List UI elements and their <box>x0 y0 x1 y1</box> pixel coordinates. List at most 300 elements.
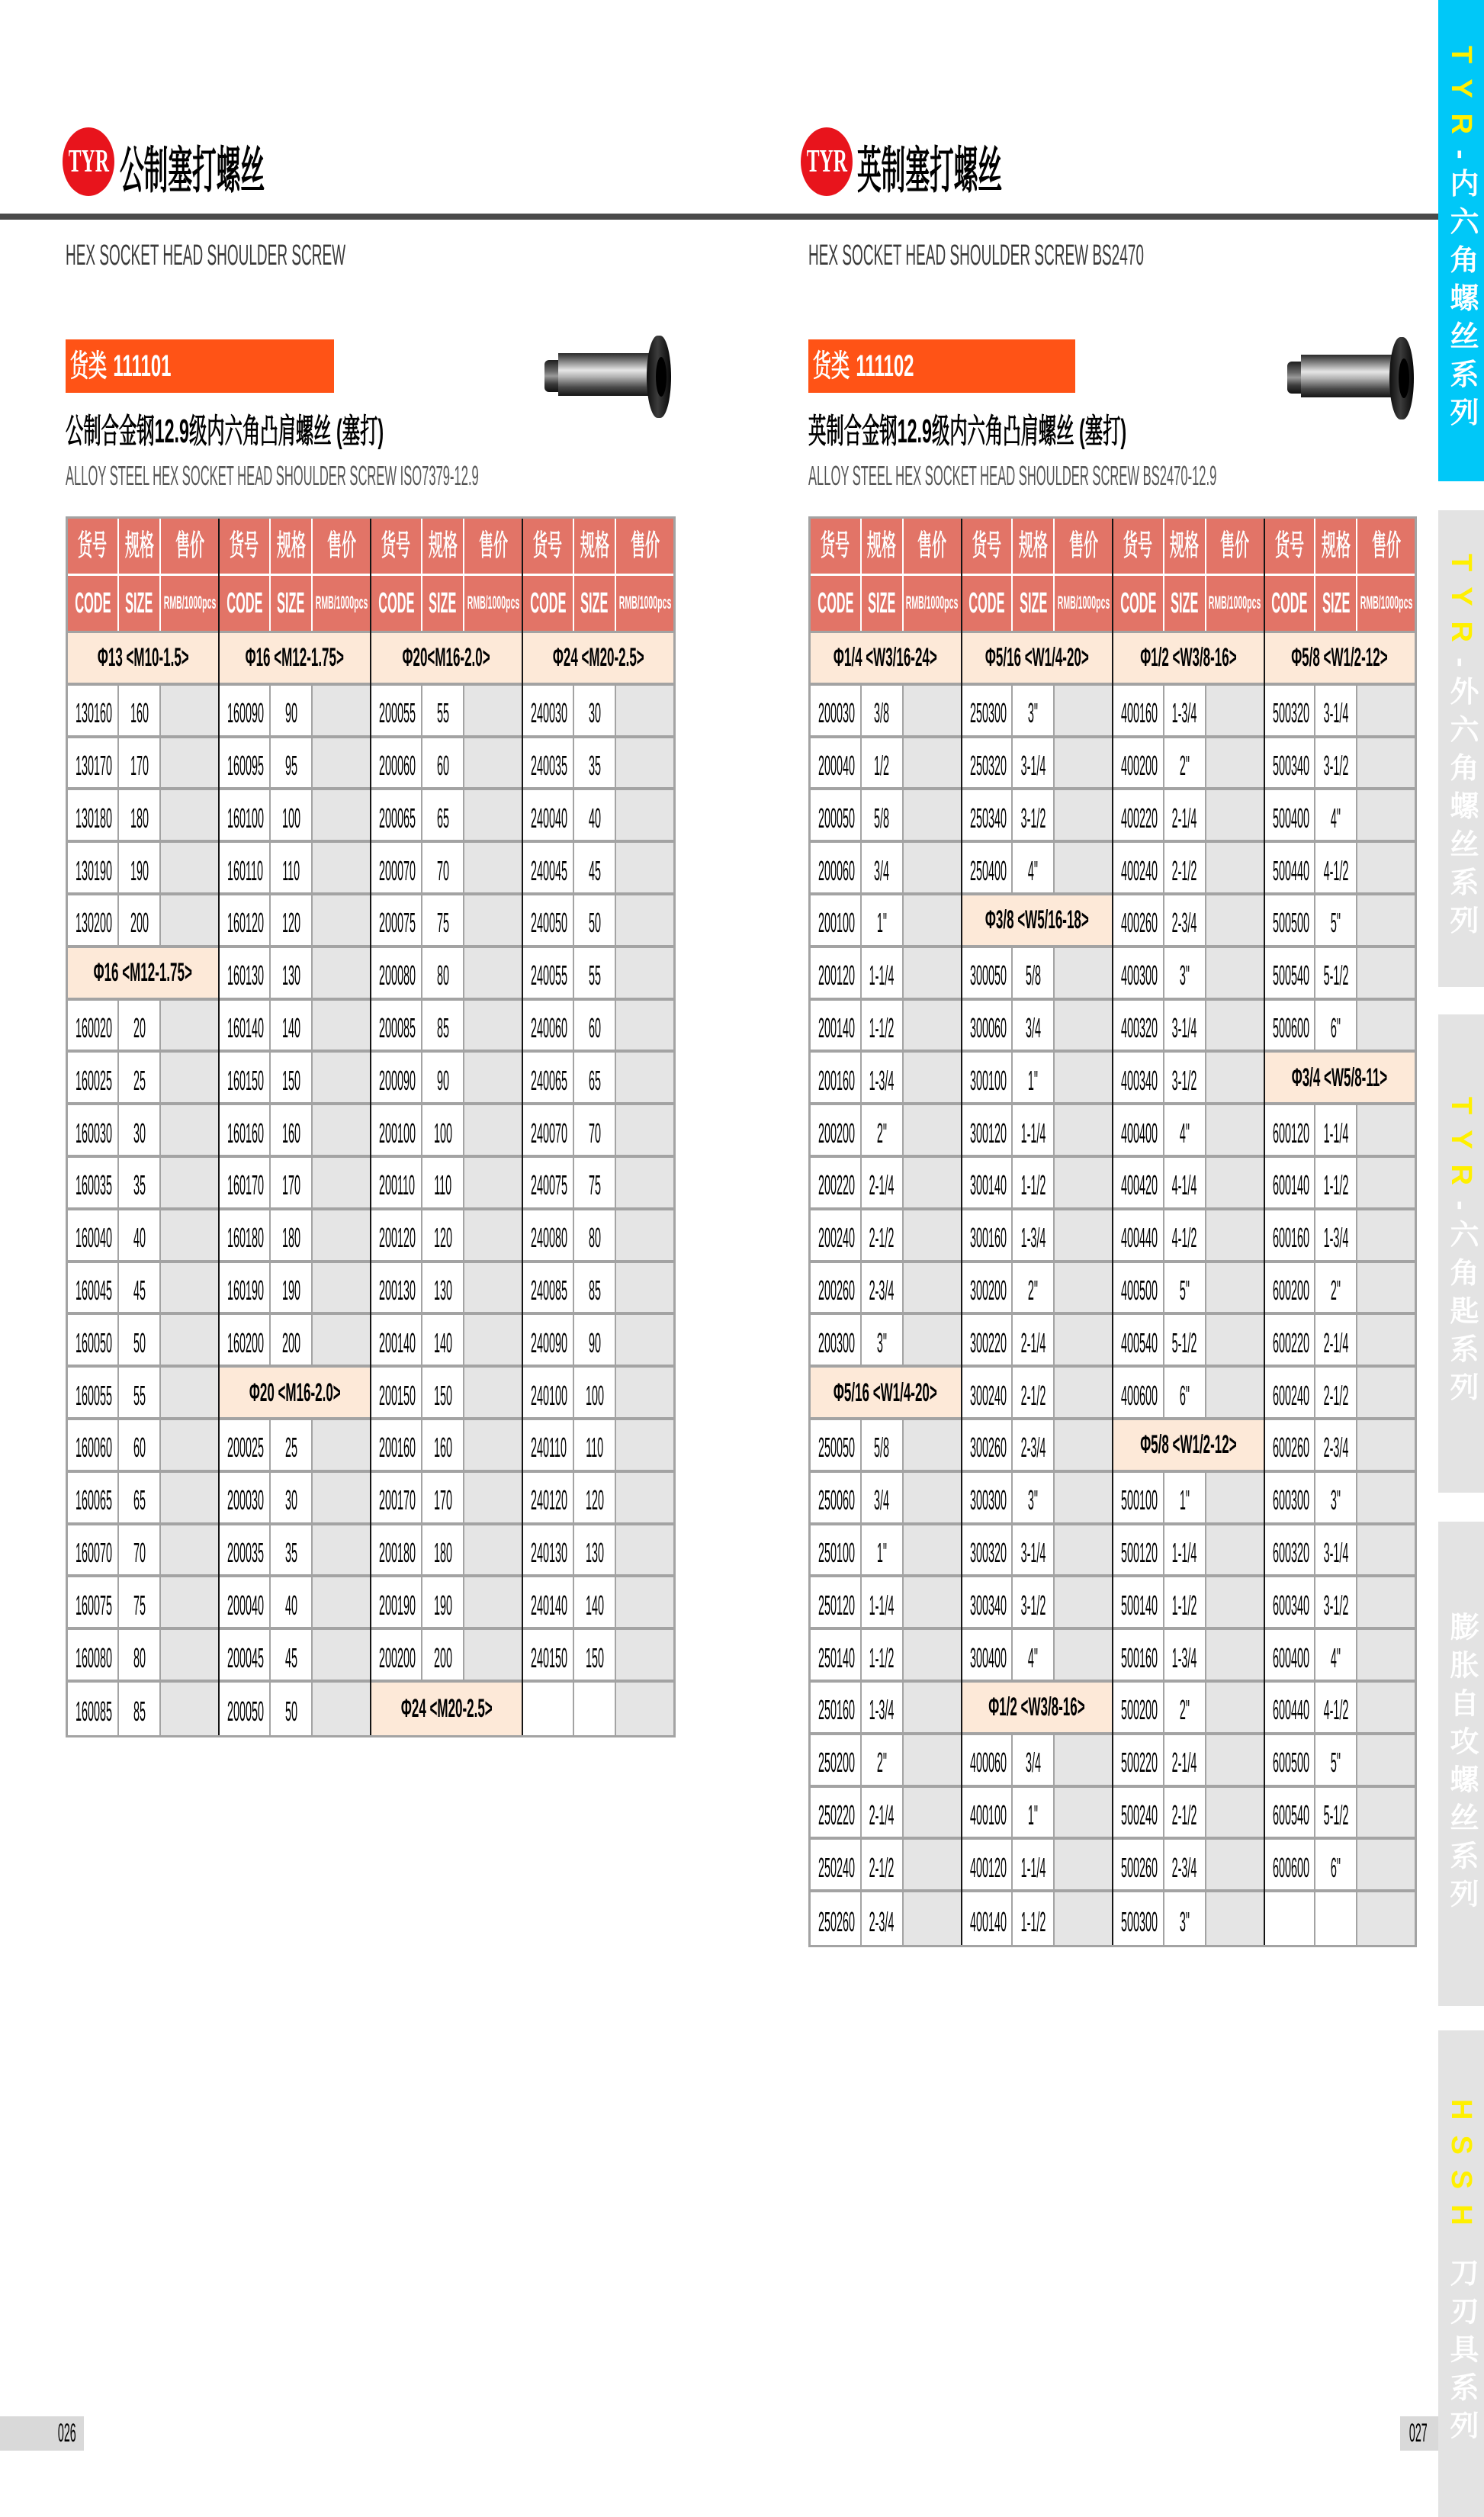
price-cell <box>904 1683 961 1732</box>
code-cell-text: 200040 <box>227 1589 265 1621</box>
code-cell-text: 250320 <box>969 749 1007 781</box>
size-cell <box>862 895 904 945</box>
size-cell <box>1164 1473 1206 1522</box>
code-cell-text: 600240 <box>1272 1379 1309 1411</box>
size-cell <box>271 1001 313 1050</box>
code-cell-text: 240055 <box>531 960 568 992</box>
logo-text: TYR <box>806 144 847 179</box>
price-cell <box>1206 1210 1264 1260</box>
price-cell <box>464 895 522 945</box>
code-cell <box>962 1630 1013 1680</box>
size-cell <box>119 1001 161 1050</box>
header-label: RMB/1000pcs <box>1057 593 1110 613</box>
price-cell <box>313 1315 370 1365</box>
code-cell <box>523 1315 574 1365</box>
table-row <box>811 790 961 843</box>
size-cell <box>1315 1840 1357 1889</box>
size-cell <box>862 1420 904 1470</box>
size-cell <box>574 1053 616 1102</box>
table-row <box>962 1788 1113 1840</box>
page-number <box>0 2416 84 2451</box>
code-cell <box>1265 1001 1316 1050</box>
table-row <box>1265 1473 1415 1525</box>
size-cell-text: 70 <box>588 1117 601 1149</box>
code-cell <box>523 1683 574 1735</box>
size-cell-text: 3" <box>1028 1484 1039 1516</box>
column-group <box>68 519 220 1735</box>
table-row <box>220 1105 370 1158</box>
code-cell-text: 160120 <box>227 907 265 939</box>
code-cell-text: 250240 <box>818 1851 856 1883</box>
size-cell-text: 3/8 <box>874 697 890 729</box>
code-cell <box>68 1263 119 1313</box>
table-row <box>523 1420 673 1473</box>
header-label: 售价 <box>917 530 947 562</box>
size-cell-text: 25 <box>284 1432 297 1464</box>
table-row <box>1113 1210 1264 1263</box>
code-cell <box>371 843 422 892</box>
tab-hex-head-screws[interactable] <box>1438 510 1484 987</box>
size-cell <box>1164 1735 1206 1785</box>
price-cell <box>1055 948 1112 998</box>
size-cell-text: 2" <box>1179 1694 1190 1726</box>
table-row <box>371 1525 522 1578</box>
code-cell-text: 300300 <box>969 1484 1007 1516</box>
price-cell <box>313 1158 370 1207</box>
table-row <box>962 1735 1113 1788</box>
size-cell-text: 65 <box>436 802 449 834</box>
size-cell <box>271 1210 313 1260</box>
code-cell <box>962 1105 1013 1155</box>
code-cell-text: 200130 <box>379 1274 416 1306</box>
code-cell <box>523 948 574 998</box>
size-cell-text: 130 <box>433 1274 452 1306</box>
table-row <box>962 738 1113 791</box>
table-row <box>68 1577 218 1630</box>
size-cell <box>574 686 616 735</box>
header-cell <box>161 576 218 631</box>
code-cell <box>523 1368 574 1417</box>
code-cell <box>371 1210 422 1260</box>
price-cell <box>313 1263 370 1313</box>
code-cell-text: 160160 <box>227 1117 265 1149</box>
price-cell <box>1357 948 1415 998</box>
table-row <box>962 1420 1113 1473</box>
code-cell-text: 240070 <box>531 1117 568 1149</box>
code-cell-text: 600260 <box>1272 1432 1309 1464</box>
code-cell-text: 600540 <box>1272 1799 1309 1831</box>
size-cell <box>1013 1577 1055 1627</box>
size-cell <box>271 843 313 892</box>
code-cell <box>1113 1001 1164 1050</box>
code-cell-text: 130170 <box>75 749 113 781</box>
size-cell-text: 85 <box>436 1011 449 1043</box>
page-number-text: 027 <box>1409 2419 1428 2448</box>
size-cell-text: 2" <box>876 1747 887 1779</box>
price-cell <box>1206 1892 1264 1945</box>
size-cell-text: 190 <box>130 854 149 886</box>
price-cell <box>1055 1735 1112 1785</box>
size-group-header <box>811 1368 961 1420</box>
code-cell <box>68 738 119 788</box>
size-cell <box>574 1105 616 1155</box>
table-row <box>811 1892 961 1945</box>
code-cell-text: 200050 <box>227 1696 265 1728</box>
price-cell <box>1206 686 1264 735</box>
header-row-en <box>962 576 1113 633</box>
code-cell-text: 240130 <box>531 1536 568 1568</box>
size-cell-text: 3" <box>1331 1484 1341 1516</box>
size-cell <box>1315 895 1357 945</box>
size-cell <box>1315 1577 1357 1627</box>
size-cell-text: 3/4 <box>874 1484 890 1516</box>
size-cell <box>1164 1577 1206 1627</box>
table-row <box>523 738 673 791</box>
size-group-header <box>1265 633 1415 686</box>
size-cell-text: 4" <box>1179 1117 1190 1149</box>
code-cell <box>220 948 271 998</box>
header-label: 售价 <box>326 530 356 562</box>
code-cell-text: 240110 <box>531 1432 567 1464</box>
size-cell-text: 5/8 <box>1025 960 1041 992</box>
code-cell <box>523 1420 574 1470</box>
code-cell-text: 400320 <box>1121 1011 1158 1043</box>
code-cell <box>1113 1158 1164 1207</box>
code-cell <box>1265 1263 1316 1313</box>
price-cell <box>904 948 961 998</box>
header-label: 货号 <box>381 530 411 562</box>
price-cell <box>616 1683 673 1735</box>
table-row <box>1113 1473 1264 1525</box>
code-cell-text: 500300 <box>1121 1905 1158 1937</box>
size-cell-text: 3-1/4 <box>1020 749 1046 781</box>
header-label: SIZE <box>1322 587 1350 619</box>
size-cell-text: 40 <box>284 1589 297 1621</box>
code-cell-text: 250260 <box>818 1905 856 1937</box>
header-cell <box>68 576 119 631</box>
header-cell <box>220 576 271 631</box>
price-cell <box>161 1210 218 1260</box>
header-cell <box>1113 519 1164 574</box>
code-cell-text: 160130 <box>227 960 265 992</box>
size-cell-text: 2-1/4 <box>869 1169 895 1201</box>
code-cell-text: 500440 <box>1272 854 1309 886</box>
price-cell <box>904 1735 961 1785</box>
size-cell <box>1164 1683 1206 1732</box>
price-cell <box>1055 1263 1112 1313</box>
header-row-en <box>811 576 961 633</box>
header-cell <box>119 519 161 574</box>
code-cell <box>68 1315 119 1365</box>
table-row <box>68 1525 218 1578</box>
code-cell <box>1113 1840 1164 1889</box>
header-label: SIZE <box>429 587 457 619</box>
size-group-header <box>371 1683 522 1735</box>
price-cell <box>1357 1788 1415 1837</box>
table-row <box>1265 1158 1415 1210</box>
size-cell <box>1013 790 1055 840</box>
size-cell-text: 160 <box>281 1117 300 1149</box>
code-cell-text: 200025 <box>227 1432 265 1464</box>
size-cell-text: 100 <box>433 1117 452 1149</box>
size-cell-text: 5-1/2 <box>1323 1799 1349 1831</box>
size-cell <box>574 738 616 788</box>
tab-self-tapping-screws[interactable] <box>1438 1522 1484 2006</box>
code-cell <box>1265 1105 1316 1155</box>
size-cell <box>1013 1735 1055 1785</box>
size-cell-text: 2-1/4 <box>1171 802 1197 834</box>
price-cell <box>1206 1840 1264 1889</box>
size-cell <box>271 1473 313 1522</box>
size-cell <box>422 1105 464 1155</box>
price-cell <box>161 1368 218 1417</box>
tab-cutting-tools[interactable] <box>1438 2030 1484 2517</box>
size-cell <box>862 948 904 998</box>
size-cell-text: 6" <box>1179 1379 1190 1411</box>
price-cell <box>904 1420 961 1470</box>
size-cell <box>1315 1158 1357 1207</box>
code-cell <box>1113 686 1164 735</box>
code-cell-text: 400220 <box>1121 802 1158 834</box>
code-cell-text: 160040 <box>75 1222 113 1254</box>
size-cell-text: 180 <box>281 1222 300 1254</box>
price-cell <box>161 1263 218 1313</box>
size-cell-text: 5" <box>1179 1274 1190 1306</box>
size-cell-text: 45 <box>133 1274 146 1306</box>
code-cell-text: 200060 <box>818 854 856 886</box>
header-label: 货号 <box>1123 530 1153 562</box>
size-cell-text: 170 <box>281 1169 300 1201</box>
size-cell-text: 1-1/4 <box>869 960 895 992</box>
code-cell-text: 400240 <box>1121 854 1158 886</box>
header-row-en <box>1265 576 1415 633</box>
table-row <box>523 1210 673 1263</box>
size-cell <box>1013 1210 1055 1260</box>
size-cell-text: 3/4 <box>1025 1747 1041 1779</box>
price-cell <box>904 1840 961 1889</box>
code-cell <box>1113 1735 1164 1785</box>
header-cell <box>271 519 313 574</box>
size-cell <box>574 843 616 892</box>
tab-label: -内六角螺丝系列 <box>1445 149 1477 436</box>
size-cell <box>1164 843 1206 892</box>
code-cell <box>1265 1683 1316 1732</box>
size-cell-text: 1" <box>1179 1484 1190 1516</box>
code-cell <box>962 1001 1013 1050</box>
size-cell-text: 4" <box>1331 1641 1341 1673</box>
code-cell <box>371 1420 422 1470</box>
size-cell <box>422 1158 464 1207</box>
size-cell <box>1315 1105 1357 1155</box>
size-cell-text: 2-1/2 <box>1171 854 1197 886</box>
table-row <box>1265 1420 1415 1473</box>
table-row <box>962 1263 1113 1316</box>
code-cell <box>811 1053 862 1102</box>
code-cell-text: 250300 <box>969 697 1007 729</box>
price-cell <box>904 1210 961 1260</box>
table-row <box>68 1158 218 1210</box>
header-cell <box>1206 519 1264 574</box>
size-cell <box>574 895 616 945</box>
code-cell <box>811 1420 862 1470</box>
code-cell-text: 200260 <box>818 1274 856 1306</box>
code-cell <box>811 1788 862 1837</box>
tab-label: -外六角螺丝系列 <box>1445 657 1477 943</box>
size-cell-text: 1-1/2 <box>1020 1905 1046 1937</box>
table-row <box>68 790 218 843</box>
size-cell-text: 1-1/2 <box>869 1011 895 1043</box>
table-row <box>523 948 673 1001</box>
price-cell <box>161 1420 218 1470</box>
table-row <box>1265 948 1415 1001</box>
code-cell-text: 250140 <box>818 1641 856 1673</box>
code-cell-text: 500220 <box>1121 1747 1158 1779</box>
code-cell-text: 300120 <box>969 1117 1007 1149</box>
size-cell-text: 3-1/2 <box>1020 1589 1046 1621</box>
table-row <box>811 1053 961 1105</box>
code-cell <box>1113 1630 1164 1680</box>
code-cell-text: 160085 <box>75 1696 113 1728</box>
size-cell-text: 5" <box>1331 907 1341 939</box>
price-cell <box>1206 738 1264 788</box>
size-cell-text: 150 <box>281 1064 300 1096</box>
size-cell <box>271 1420 313 1470</box>
header-label: CODE <box>74 587 111 619</box>
code-cell <box>811 843 862 892</box>
size-cell-text: 170 <box>130 749 149 781</box>
size-cell-text: 60 <box>133 1432 146 1464</box>
header-row-cn <box>68 519 218 576</box>
code-cell-text: 240100 <box>531 1379 568 1411</box>
price-cell <box>1357 1577 1415 1627</box>
table-row <box>220 738 370 791</box>
table-row <box>220 1210 370 1263</box>
price-cell <box>1206 1473 1264 1522</box>
size-cell <box>1164 1368 1206 1417</box>
code-cell <box>1113 1053 1164 1102</box>
size-group-header <box>220 633 370 686</box>
header-label: 售价 <box>1068 530 1098 562</box>
code-cell-text: 160030 <box>75 1117 113 1149</box>
size-cell-text: 75 <box>436 907 449 939</box>
header-cell <box>1265 519 1316 574</box>
code-cell-text: 160035 <box>75 1169 113 1201</box>
size-cell <box>574 1210 616 1260</box>
header-row-cn <box>811 519 961 576</box>
code-cell <box>68 1158 119 1207</box>
group-label: Φ16 <M12-1.75> <box>93 958 193 988</box>
code-cell <box>962 738 1013 788</box>
size-cell-text: 180 <box>433 1536 452 1568</box>
size-cell-text: 45 <box>588 854 601 886</box>
table-row <box>68 1315 218 1368</box>
code-cell <box>220 1630 271 1680</box>
code-cell-text: 200170 <box>379 1484 416 1516</box>
code-cell-text: 500500 <box>1272 907 1309 939</box>
table-row <box>371 790 522 843</box>
table-row <box>220 1473 370 1525</box>
code-cell-text: 400300 <box>1121 960 1158 992</box>
table-row <box>220 686 370 738</box>
price-cell <box>616 1210 673 1260</box>
price-cell <box>1055 790 1112 840</box>
code-cell <box>1113 1263 1164 1313</box>
table-row <box>1113 1105 1264 1158</box>
size-cell <box>422 843 464 892</box>
price-cell <box>616 948 673 998</box>
size-cell <box>119 1368 161 1417</box>
price-cell <box>1357 1105 1415 1155</box>
code-cell-text: 160060 <box>75 1432 113 1464</box>
code-cell-text: 250220 <box>818 1799 856 1831</box>
header-label: RMB/1000pcs <box>315 593 368 613</box>
code-cell <box>1265 1368 1316 1417</box>
code-cell-text: 400540 <box>1121 1326 1158 1358</box>
size-cell <box>422 1210 464 1260</box>
table-row <box>1113 1735 1264 1788</box>
size-group-header <box>1113 1420 1264 1473</box>
code-cell-text: 600400 <box>1272 1641 1309 1673</box>
price-cell <box>161 686 218 735</box>
size-cell <box>422 738 464 788</box>
size-cell <box>1315 1315 1357 1365</box>
size-cell <box>1164 1525 1206 1575</box>
header-label: RMB/1000pcs <box>618 593 671 613</box>
code-cell <box>523 790 574 840</box>
code-cell-text: 200100 <box>818 907 856 939</box>
size-cell <box>1013 1263 1055 1313</box>
size-cell-text: 3" <box>1179 1905 1190 1937</box>
header-label: SIZE <box>125 587 153 619</box>
table-row <box>1113 1840 1264 1892</box>
code-cell-text: 240060 <box>531 1011 568 1043</box>
code-cell-text: 240090 <box>531 1326 568 1358</box>
price-cell <box>464 1053 522 1102</box>
code-cell-text: 240030 <box>531 697 568 729</box>
header-cell <box>616 519 673 574</box>
size-cell-text: 3-1/4 <box>1323 697 1349 729</box>
table-row <box>220 1683 370 1735</box>
table-row <box>371 1315 522 1368</box>
size-cell-text: 3-1/2 <box>1323 1589 1349 1621</box>
table-row <box>68 843 218 895</box>
code-cell <box>1265 1315 1316 1365</box>
size-cell-text: 30 <box>133 1117 146 1149</box>
size-cell <box>862 1001 904 1050</box>
header-cell <box>523 576 574 631</box>
table-row <box>220 1525 370 1578</box>
code-cell <box>523 1577 574 1627</box>
tab-hex-keys[interactable] <box>1438 1014 1484 1493</box>
code-cell <box>962 843 1013 892</box>
header-cell <box>862 576 904 631</box>
code-cell-text: 600500 <box>1272 1747 1309 1779</box>
code-cell-text: 600340 <box>1272 1589 1309 1621</box>
code-cell <box>1113 1788 1164 1837</box>
code-cell <box>811 790 862 840</box>
header-cell <box>1315 576 1357 631</box>
table-row <box>962 1630 1113 1683</box>
group-label: Φ5/8 <W1/2-12> <box>1291 643 1388 673</box>
code-cell-text: 200075 <box>379 907 416 939</box>
column-group <box>1265 519 1415 1945</box>
code-cell-text: 500240 <box>1121 1799 1158 1831</box>
tab-hex-socket-screws[interactable] <box>1438 0 1484 481</box>
code-cell-text: 200120 <box>379 1222 416 1254</box>
size-cell-text: 4-1/2 <box>1323 1694 1349 1726</box>
code-cell-text: 300060 <box>969 1011 1007 1043</box>
tab-label: 刀刃具系列 <box>1445 2240 1477 2449</box>
